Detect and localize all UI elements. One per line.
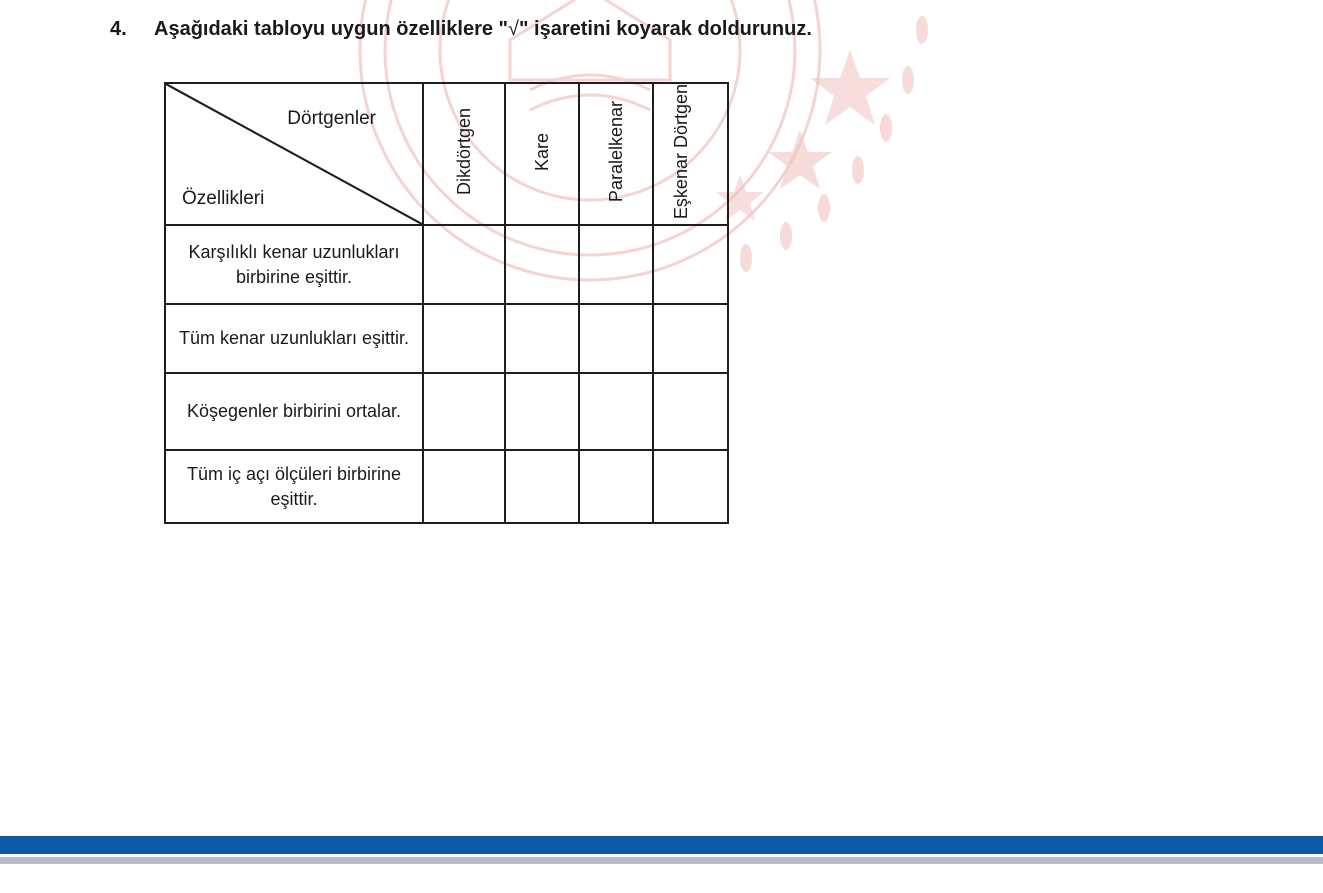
row-label: Karşılıklı kenar uzunlukları birbirine eşittir. [165,225,423,304]
answer-cell[interactable] [423,225,505,304]
answer-cell[interactable] [579,450,653,523]
row-label: Tüm iç açı ölçüleri birbirine eşittir. [165,450,423,523]
table-row [165,225,728,304]
question-heading [110,18,812,41]
check-mark-icon: √ [508,18,519,40]
answer-cell[interactable] [423,450,505,523]
answer-cell[interactable] [505,225,579,304]
footer-blue-bar [0,836,1323,854]
properties-table [164,82,729,524]
answer-cell[interactable] [579,225,653,304]
column-label: Kare [532,132,552,171]
answer-cell[interactable] [579,304,653,373]
question-text-after: " işaretini koyarak doldurunuz. [519,18,812,40]
column-header-dikdortgen [423,83,505,225]
corner-header-cell [165,83,423,225]
column-header-eskenar-dortgen [653,83,728,225]
answer-cell[interactable] [505,450,579,523]
answer-cell[interactable] [423,304,505,373]
table-row [165,450,728,523]
answer-cell[interactable] [653,450,728,523]
question-number: 4. [110,18,127,40]
row-label: Tüm kenar uzunlukları eşittir. [165,304,423,373]
question-text-before: Aşağıdaki tabloyu uygun özelliklere " [154,18,509,40]
column-label: Dikdörtgen [454,108,474,196]
answer-cell[interactable] [505,373,579,450]
header-row [165,83,728,225]
answer-cell[interactable] [653,373,728,450]
corner-label-dortgenler: Dörtgenler [287,108,376,129]
answer-cell[interactable] [579,373,653,450]
column-label: Eşkenar Dörtgen [670,84,691,220]
column-header-paralelkenar [579,83,653,225]
column-label: Paralelkenar [606,101,626,203]
corner-label-ozellikleri: Özellikleri [182,188,265,210]
column-header-kare [505,83,579,225]
answer-cell[interactable] [505,304,579,373]
table-row [165,304,728,373]
footer-gray-bar [0,857,1323,864]
table-row [165,373,728,450]
row-label: Köşegenler birbirini ortalar. [165,373,423,450]
answer-cell[interactable] [423,373,505,450]
answer-cell[interactable] [653,304,728,373]
answer-cell[interactable] [653,225,728,304]
